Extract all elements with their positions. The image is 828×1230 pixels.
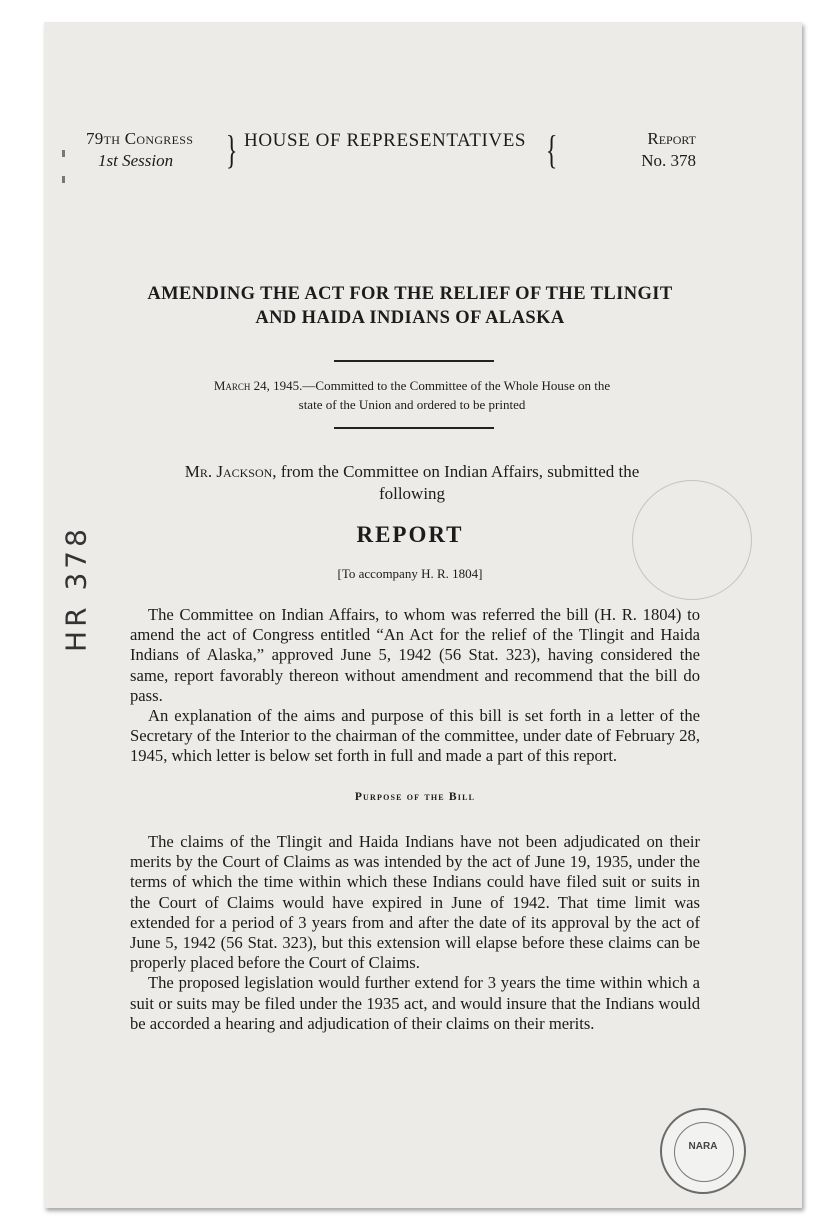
- archive-stamp-ring: [674, 1122, 734, 1182]
- intro-section: [130, 605, 700, 767]
- margin-note-text: HR 378: [59, 525, 93, 652]
- submitted-text-1: from the Committee on Indian Affairs, submitted the: [276, 462, 640, 481]
- congress-label: 79th Congress: [86, 129, 194, 148]
- divider-rule: [334, 360, 494, 362]
- congress-session: [86, 128, 193, 172]
- house-label: HOUSE OF REPRESENTATIVES: [244, 130, 527, 151]
- committed-text-2: state of the Union and ordered to be printed: [298, 397, 526, 412]
- paragraph: An explanation of the aims and purpose of this bill is set forth in a letter of the Secretary of the Interior to the chairman of the committee, under date of February 28, 1945, which letter is below set forth in full and made a part of this report.: [130, 706, 700, 766]
- punch-mark: [62, 150, 65, 157]
- brace-left: }: [225, 127, 238, 172]
- paragraph: The proposed legislation would further extend for 3 years the time within which a suit or suits may be filed under the 1935 act, and would insure that the Indians would be accorded a hearing and adjudication of their claims on their merits.: [130, 973, 700, 1033]
- archive-stamp: [660, 1108, 746, 1194]
- title-line-2: AND HAIDA INDIANS OF ALASKA: [255, 308, 565, 328]
- committed-date: March 24, 1945.: [213, 378, 303, 393]
- report-number: No. 378: [641, 151, 696, 170]
- purpose-section: [130, 832, 700, 1034]
- handwritten-margin-note: [58, 510, 94, 680]
- title-line-1: AMENDING THE ACT FOR THE RELIEF OF THE TLINGIT: [147, 284, 673, 304]
- submitted-by: [92, 461, 732, 505]
- accompany-note: [To accompany H. R. 1804]: [337, 566, 483, 581]
- faded-library-stamp: [632, 480, 752, 600]
- section-heading: Purpose of the Bill: [354, 791, 476, 803]
- archive-stamp-text: NARA: [688, 1141, 718, 1152]
- report-number-block: [641, 128, 696, 172]
- session-label: 1st Session: [98, 151, 174, 170]
- member-name: Mr. Jackson,: [184, 462, 277, 481]
- report-label: Report: [647, 129, 696, 148]
- paragraph: The claims of the Tlingit and Haida Indians have not been adjudicated on their merits by the Court of Claims as was intended by the act of June 19, 1935, under the terms of which the time within which these Indians could have filed suit or suits in the Court of Claims would have expired in June of 1942. That time limit was extended for a period of 3 years from and after the date of its approval by the act of June 5, 1942 (56 Stat. 323), but this extension will elapse before these claims can be properly placed before the Court of Claims.: [130, 832, 700, 973]
- brace-right: {: [545, 127, 558, 172]
- committed-notice: [96, 376, 728, 414]
- committed-text-1: —Committed to the Committee of the Whole House on the: [302, 378, 611, 393]
- report-header: [86, 128, 696, 188]
- submitted-text-2: following: [378, 484, 446, 503]
- punch-mark: [62, 176, 65, 183]
- divider-rule: [334, 427, 494, 429]
- paragraph: The Committee on Indian Affairs, to whom was referred the bill (H. R. 1804) to amend the act of Congress entitled “An Act for the relief of the Tlingit and Haida Indians of Alaska,” approved June 5, 1942 (56 Stat. 323), having considered the same, report favorably thereon without amendment and recommend that the bill do pass.: [130, 605, 700, 705]
- report-heading: REPORT: [356, 522, 464, 547]
- document-title: [90, 282, 730, 330]
